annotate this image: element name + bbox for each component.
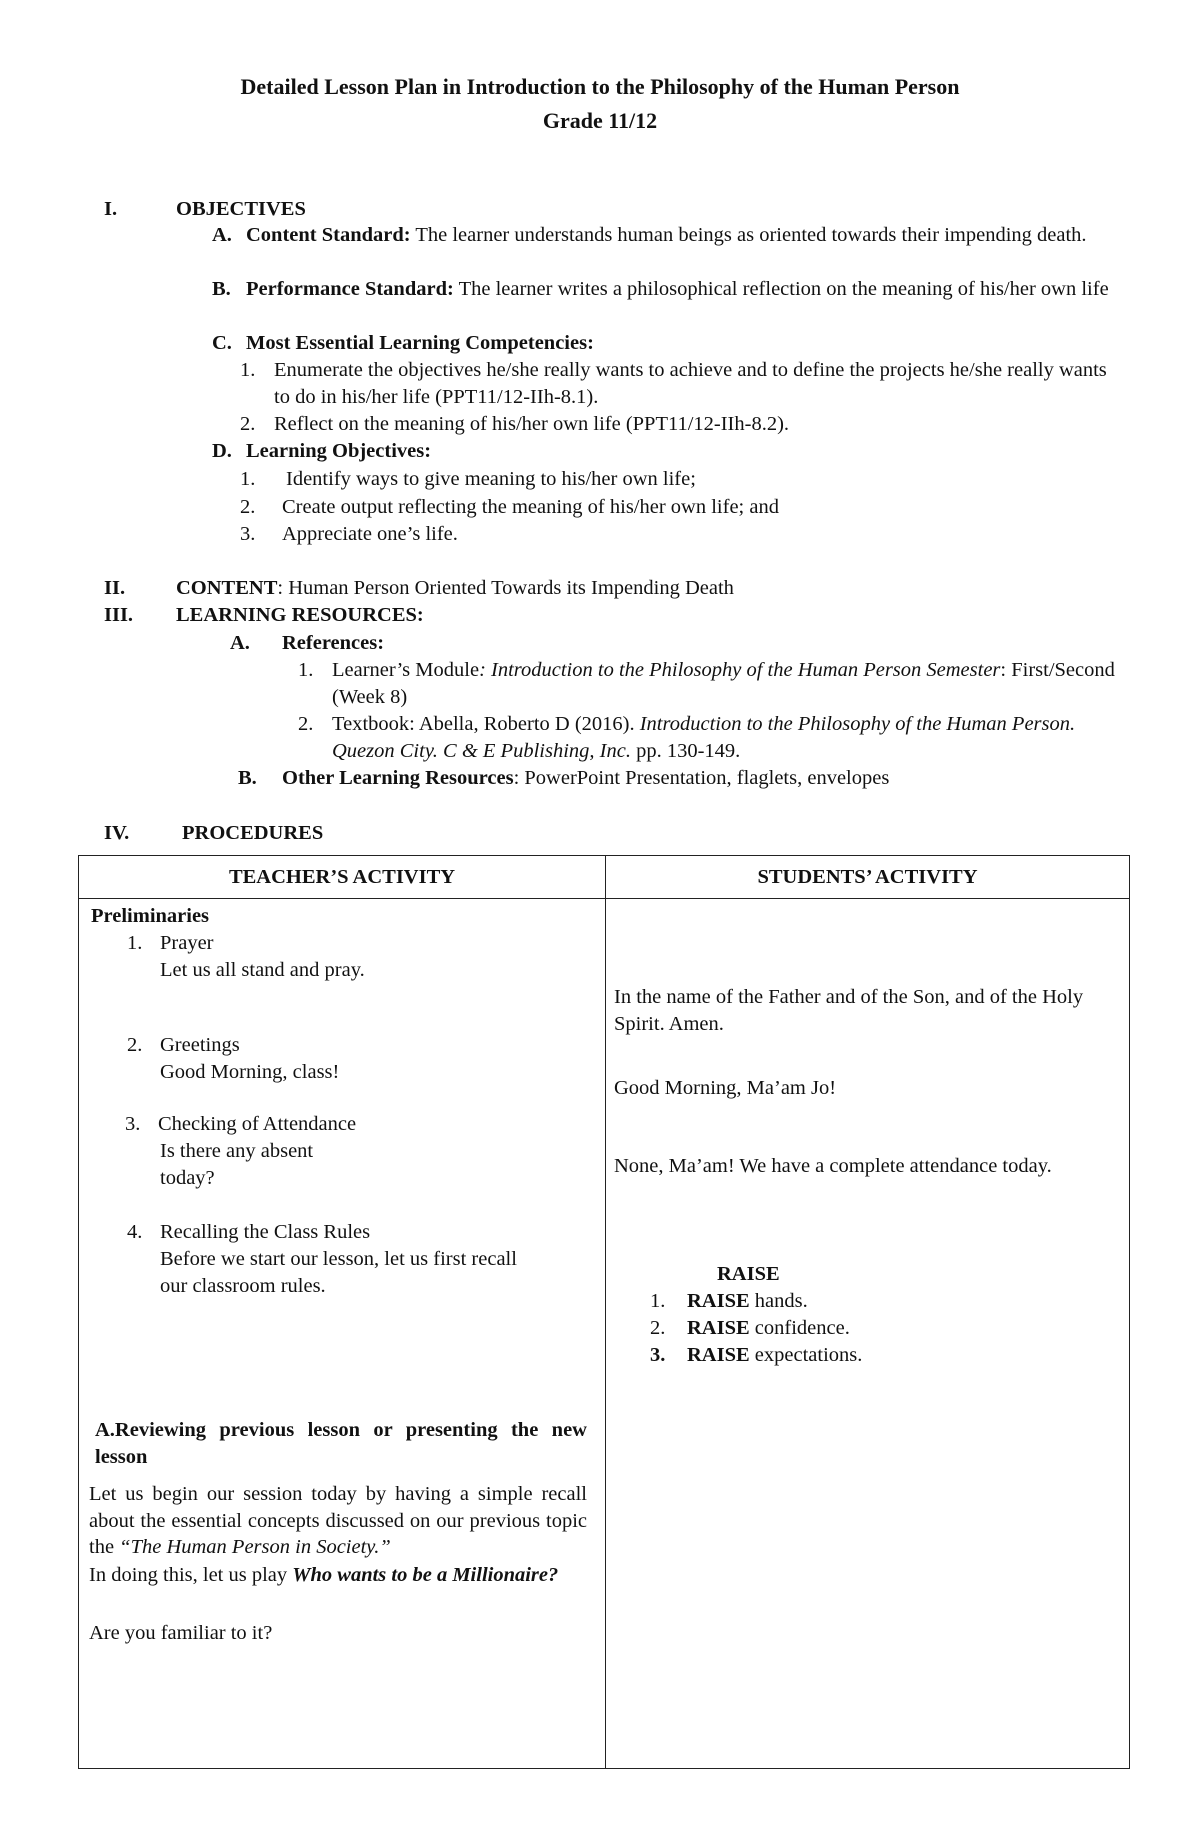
content-line — [176, 575, 734, 602]
game-title: Who wants to be a Millionaire? — [292, 1564, 559, 1586]
reference-item — [332, 711, 1122, 764]
raise-item — [687, 1315, 850, 1342]
competency-number: 2. — [240, 413, 256, 435]
raise-number: 2. — [650, 1317, 666, 1339]
section-number-objectives: I. — [104, 198, 118, 220]
objective-item: Identify ways to give meaning to his/her own life; — [286, 468, 696, 490]
other-resources-letter: B. — [238, 767, 257, 789]
performance-standard-label: Performance Standard: — [246, 278, 454, 300]
attendance-response: None, Ma’am! We have a complete attendance today. — [614, 1155, 1052, 1177]
reference-item — [332, 657, 1122, 710]
step-number: 1. — [127, 932, 143, 954]
reference-text: Textbook: Abella, Roberto D (2016). — [332, 713, 640, 735]
reference-title: Introduction to the Philosophy of the Human Person. Quezon City. C & E Publishing, Inc. — [332, 713, 1076, 762]
raise-text: hands. — [749, 1290, 808, 1312]
raise-number: 1. — [650, 1290, 666, 1312]
attendance-text: Is there any absent — [160, 1140, 314, 1162]
objective-number: 1. — [240, 468, 256, 490]
section-number-content: II. — [104, 577, 126, 599]
teacher-activity-cell — [79, 899, 606, 1769]
game-intro-text: In doing this, let us play — [89, 1564, 288, 1586]
content-text: : Human Person Oriented Towards its Impending Death — [277, 577, 734, 599]
performance-standard-text: The learner writes a philosophical reflection on the meaning of his/her own life — [458, 278, 1109, 300]
learning-objectives-label: Learning Objectives: — [246, 440, 432, 462]
prayer-step: Prayer — [160, 932, 214, 954]
greetings-text: Good Morning, class! — [160, 1061, 340, 1083]
section-number-resources: III. — [104, 604, 134, 626]
step-number: 2. — [127, 1034, 143, 1056]
competency-number: 1. — [240, 359, 256, 381]
class-rules-text: our classroom rules. — [160, 1275, 326, 1297]
procedures-table — [78, 855, 1130, 1769]
other-resources — [282, 765, 889, 792]
content-standard — [246, 222, 1126, 249]
reference-detail: pp. 130-149. — [630, 739, 741, 762]
raise-word: RAISE — [687, 1317, 750, 1339]
prayer-response: In the name of the Father and of the Son, and of the Holy Spirit. Amen. — [614, 986, 1084, 1035]
raise-item — [687, 1288, 808, 1315]
document-subtitle: Grade 11/12 — [542, 108, 658, 133]
attendance-text: today? — [160, 1167, 215, 1189]
performance-standard-letter: B. — [212, 278, 231, 300]
competencies-letter: C. — [212, 332, 232, 354]
reference-number: 2. — [298, 713, 314, 735]
procedures-body-row — [79, 899, 1130, 1769]
prayer-text: Let us all stand and pray. — [160, 959, 365, 981]
class-rules-text: Before we start our lesson, let us first recall — [160, 1248, 517, 1270]
raise-item — [687, 1342, 862, 1369]
reference-text: Learner’s Module — [332, 659, 480, 681]
preliminaries-heading: Preliminaries — [91, 905, 210, 927]
section-heading-content: CONTENT — [176, 577, 278, 599]
students-activity-cell — [606, 899, 1130, 1769]
objective-item: Create output reflecting the meaning of his/her own life; and — [282, 496, 779, 518]
objective-number: 2. — [240, 496, 256, 518]
reference-title: : Introduction to the Philosophy of the Human Person Semester — [479, 659, 1001, 681]
section-heading-resources: LEARNING RESOURCES: — [176, 604, 424, 626]
section-number-procedures: IV. — [104, 822, 130, 844]
objective-number: 3. — [240, 523, 256, 545]
raise-word: RAISE — [687, 1344, 750, 1366]
raise-title: RAISE — [717, 1263, 780, 1285]
section-heading-procedures: PROCEDURES — [182, 822, 324, 844]
content-standard-letter: A. — [212, 224, 232, 246]
attendance-step: Checking of Attendance — [158, 1113, 357, 1135]
recall-paragraph — [89, 1481, 587, 1561]
competencies-label: Most Essential Learning Competencies: — [246, 332, 594, 354]
raise-text: expectations. — [749, 1344, 863, 1366]
learning-objectives-letter: D. — [212, 440, 232, 462]
recall-text: Let us begin our session today by having a simple recall about the essential concepts discussed on our previous topic the — [89, 1483, 587, 1558]
class-rules-step: Recalling the Class Rules — [160, 1221, 371, 1243]
students-activity-header: STUDENTS’ ACTIVITY — [606, 856, 1130, 899]
objective-item: Appreciate one’s life. — [282, 523, 458, 545]
references-letter: A. — [230, 632, 250, 654]
reference-number: 1. — [298, 659, 314, 681]
section-heading-objectives: OBJECTIVES — [176, 198, 306, 220]
familiar-question: Are you familiar to it? — [89, 1622, 273, 1644]
competency-item: Enumerate the objectives he/she really wants to achieve and to define the projects he/she really wants to do in his/her life (PPT11/12-IIh-8.1). — [274, 359, 1107, 408]
raise-text: confidence. — [749, 1317, 850, 1339]
performance-standard — [246, 276, 1126, 303]
step-number: 4. — [127, 1221, 143, 1243]
reference-detail: : First/Second (Week 8) — [332, 659, 1115, 708]
greetings-step: Greetings — [160, 1034, 240, 1056]
competency-item: Reflect on the meaning of his/her own life (PPT11/12-IIh-8.2). — [274, 413, 790, 435]
document-title: Detailed Lesson Plan in Introduction to the Philosophy of the Human Person — [240, 74, 960, 99]
references-label: References: — [282, 632, 385, 654]
raise-number: 3. — [650, 1344, 666, 1366]
other-resources-label: Other Learning Resources — [282, 767, 514, 789]
raise-word: RAISE — [687, 1290, 750, 1312]
content-standard-label: Content Standard: — [246, 224, 411, 246]
content-standard-text: The learner understands human beings as oriented towards their impending death. — [415, 224, 1087, 246]
teacher-activity-header: TEACHER’S ACTIVITY — [79, 856, 606, 899]
game-paragraph — [89, 1562, 587, 1589]
step-number: 3. — [125, 1113, 141, 1135]
greeting-response: Good Morning, Ma’am Jo! — [614, 1077, 837, 1099]
recall-topic: “The Human Person in Society.” — [119, 1536, 391, 1558]
other-resources-text: : PowerPoint Presentation, flaglets, envelopes — [513, 767, 890, 789]
reviewing-lesson-heading: A.Reviewing previous lesson or presenting the new lesson — [95, 1419, 587, 1468]
procedures-header-row — [79, 856, 1130, 899]
